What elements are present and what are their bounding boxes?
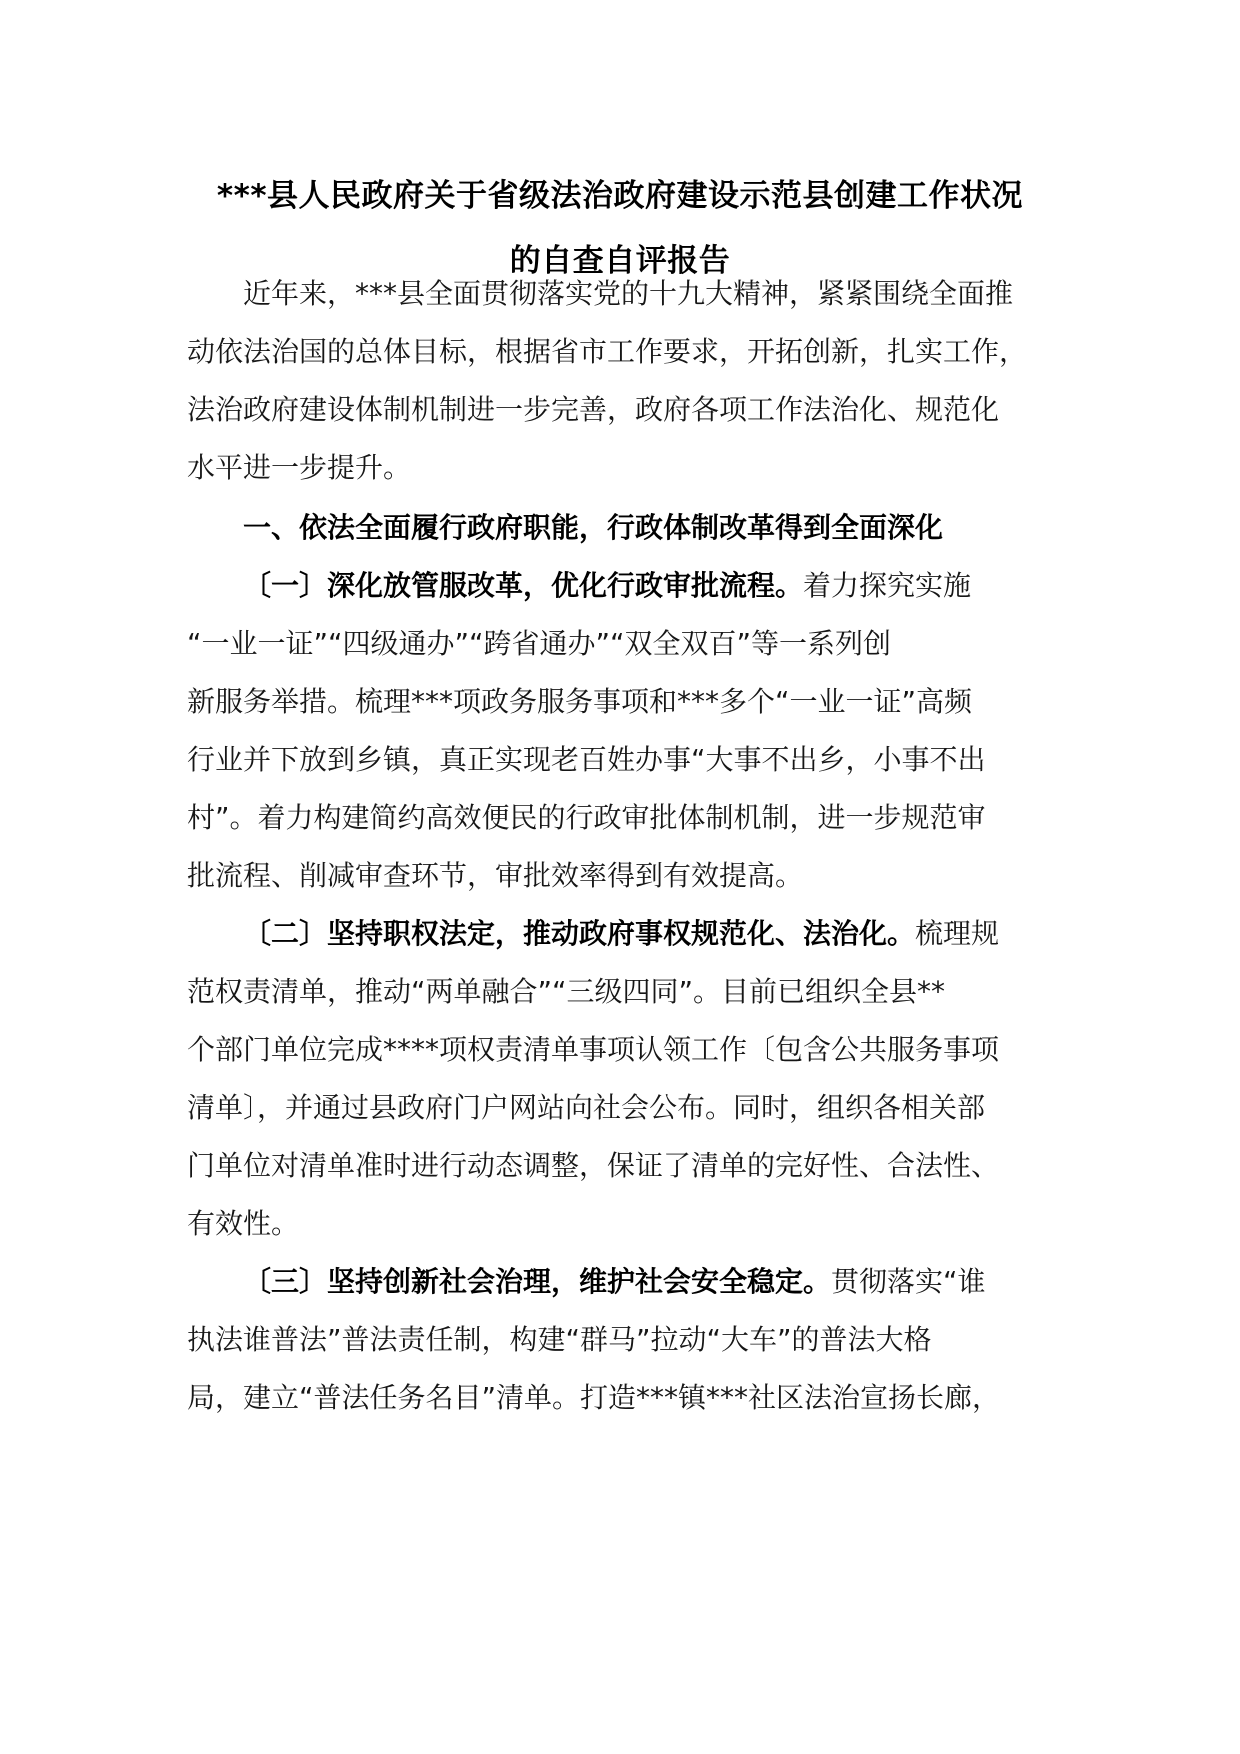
subsection-3-first-text: 贯彻落实“谁: [831, 1265, 986, 1298]
intro-line-4: 水平进一步提升。: [187, 451, 412, 484]
paragraph-line: 执法谁普法”普法责任制，构建“群马”拉动“大车”的普法大格: [187, 1323, 932, 1356]
subsection-2-heading: 〔二〕坚持职权法定，推动政府事权规范化、法治化。: [243, 917, 916, 950]
intro-line-3: 法治政府建设体制机制进一步完善，政府各项工作法治化、规范化: [187, 393, 1000, 426]
paragraph-line: 门单位对清单准时进行动态调整，保证了清单的完好性、合法性、: [187, 1149, 1000, 1182]
paragraph-line: 行业并下放到乡镇，真正实现老百姓办事“大事不出乡，小事不出: [187, 743, 986, 776]
subsection-1-first-line: [243, 566, 1067, 606]
subsection-2-first-line: [243, 914, 1067, 954]
section-heading-1: 一、依法全面履行政府职能，行政体制改革得到全面深化: [243, 511, 944, 544]
subsection-1-first-text: 着力探究实施: [803, 569, 972, 602]
report-title-line-1: ***县人民政府关于省级法治政府建设示范县创建工作状况: [216, 178, 1024, 214]
paragraph-line: 局，建立“普法任务名目”清单。打造***镇***社区法治宣扬长廊，: [187, 1381, 1001, 1414]
subsection-3-heading: 〔三〕坚持创新社会治理，维护社会安全稳定。: [243, 1265, 832, 1298]
report-title-line-2: 的自查自评报告: [509, 243, 731, 279]
subsection-3-first-line: [243, 1262, 1067, 1302]
paragraph-line: 个部门单位完成****项权责清单事项认领工作〔包含公共服务事项: [187, 1033, 1000, 1066]
paragraph-line: 批流程、削减审查环节，审批效率得到有效提高。: [187, 859, 804, 892]
paragraph-line: 清单〕，并通过县政府门户网站向社会公布。同时，组织各相关部: [187, 1091, 986, 1124]
intro-line-2: 动依法治国的总体目标，根据省市工作要求，开拓创新，扎实工作，: [187, 335, 1028, 368]
paragraph-line: 有效性。: [187, 1207, 300, 1240]
subsection-2-first-text: 梳理规: [915, 917, 1000, 950]
intro-line-1: 近年来，***县全面贯彻落实党的十九大精神，紧紧围绕全面推: [243, 277, 1014, 310]
paragraph-line: 新服务举措。梳理***项政务服务事项和***多个“一业一证”高频: [187, 685, 973, 718]
subsection-1-heading: 〔一〕深化放管服改革，优化行政审批流程。: [243, 569, 804, 602]
paragraph-line: 范权责清单，推动“两单融合”“三级四同”。目前已组织全县**: [187, 975, 946, 1008]
paragraph-line: 村”。着力构建简约高效便民的行政审批体制机制，进一步规范审: [187, 801, 986, 834]
paragraph-line: “一业一证”“四级通办”“跨省通办”“双全双百”等一系列创: [187, 627, 892, 660]
